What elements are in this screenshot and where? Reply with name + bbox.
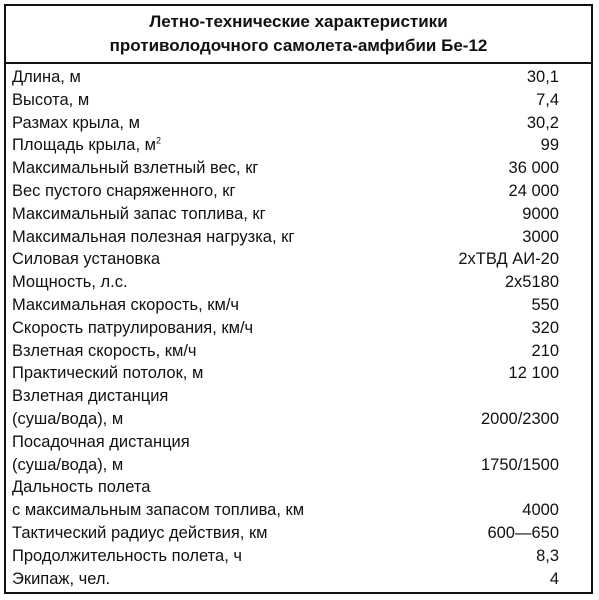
spec-label: Скорость патрулирования, км/ч [12,318,254,337]
spec-value: 4 [549,569,559,588]
spec-value: 30,1 [526,68,559,86]
spec-row-landing-distance [12,454,559,477]
spec-row-service-ceiling [12,362,559,385]
spec-value: 2000/2300 [481,409,559,428]
spec-row-range [12,499,559,522]
spec-value: 1750/1500 [481,455,559,474]
spec-list [12,66,559,590]
spec-value: 36 000 [508,159,559,178]
spec-label: Вес пустого снаряженного, кг [12,181,236,200]
spec-sheet-frame [4,4,593,594]
spec-label: (суша/вода), м [12,409,124,428]
spec-value: 320 [531,318,559,337]
spec-value: 2х5180 [504,273,559,292]
spec-value: 24 000 [508,181,559,200]
spec-row-takeoff-distance-heading [12,385,559,408]
spec-value: 12 100 [508,364,559,383]
spec-row-max-payload [12,226,559,249]
spec-label: Максимальный взлетный вес, кг [12,159,259,178]
spec-value: 210 [531,341,559,360]
spec-value: 7,4 [536,90,559,109]
spec-value: 3000 [522,227,559,246]
spec-row-wingspan [12,112,559,135]
spec-row-range-heading [12,476,559,499]
spec-value: 600—650 [487,523,559,542]
spec-value: 550 [531,295,559,314]
spec-label: Мощность, л.с. [12,273,128,292]
spec-row-crew [12,568,559,591]
spec-row-max-speed [12,294,559,317]
spec-label: Экипаж, чел. [12,569,111,588]
spec-label-wrap [12,134,161,157]
spec-value: 2хТВД АИ-20 [458,250,559,269]
spec-row-height [12,89,559,112]
spec-label-superscript: 2 [155,135,161,146]
spec-label: (суша/вода), м [12,455,124,474]
spec-value: 30,2 [526,113,559,132]
spec-row-takeoff-speed [12,340,559,363]
spec-row-landing-distance-heading [12,431,559,454]
spec-value: 99 [540,136,559,155]
spec-row-wing-area [12,134,559,157]
spec-value: 8,3 [536,546,559,565]
title-line-1: Летно-технические характеристики [149,12,448,31]
spec-row-takeoff-distance [12,408,559,431]
spec-row-max-takeoff-weight [12,157,559,180]
spec-value: 4000 [522,501,559,520]
spec-label: Максимальный запас топлива, кг [12,204,266,223]
spec-label: Максимальная полезная нагрузка, кг [12,227,295,246]
spec-label: Длина, м [12,68,81,86]
spec-label: Дальность полета [12,478,151,497]
spec-label: с максимальным запасом топлива, км [12,501,305,520]
title-line-2: противолодочного самолета-амфибии Бе-12 [109,36,488,55]
spec-label: Посадочная дистанция [12,432,190,451]
spec-label: Продолжительность полета, ч [12,546,242,565]
spec-label: Взлетная скорость, км/ч [12,341,197,360]
spec-label: Площадь крыла, м [12,136,156,155]
spec-label: Максимальная скорость, км/ч [12,295,240,314]
spec-row-power [12,271,559,294]
spec-row-patrol-speed [12,317,559,340]
title-divider [6,62,591,64]
spec-row-endurance [12,545,559,568]
spec-label: Взлетная дистанция [12,387,169,406]
spec-label: Практический потолок, м [12,364,204,383]
spec-label: Силовая установка [12,250,161,269]
spec-label: Размах крыла, м [12,113,140,132]
spec-label: Тактический радиус действия, км [12,523,268,542]
spec-row-powerplant [12,248,559,271]
spec-row-length [12,66,559,89]
spec-value: 9000 [522,204,559,223]
spec-row-empty-weight [12,180,559,203]
spec-row-tactical-radius [12,522,559,545]
document-title [6,10,591,58]
spec-label: Высота, м [12,90,90,109]
spec-row-max-fuel [12,203,559,226]
